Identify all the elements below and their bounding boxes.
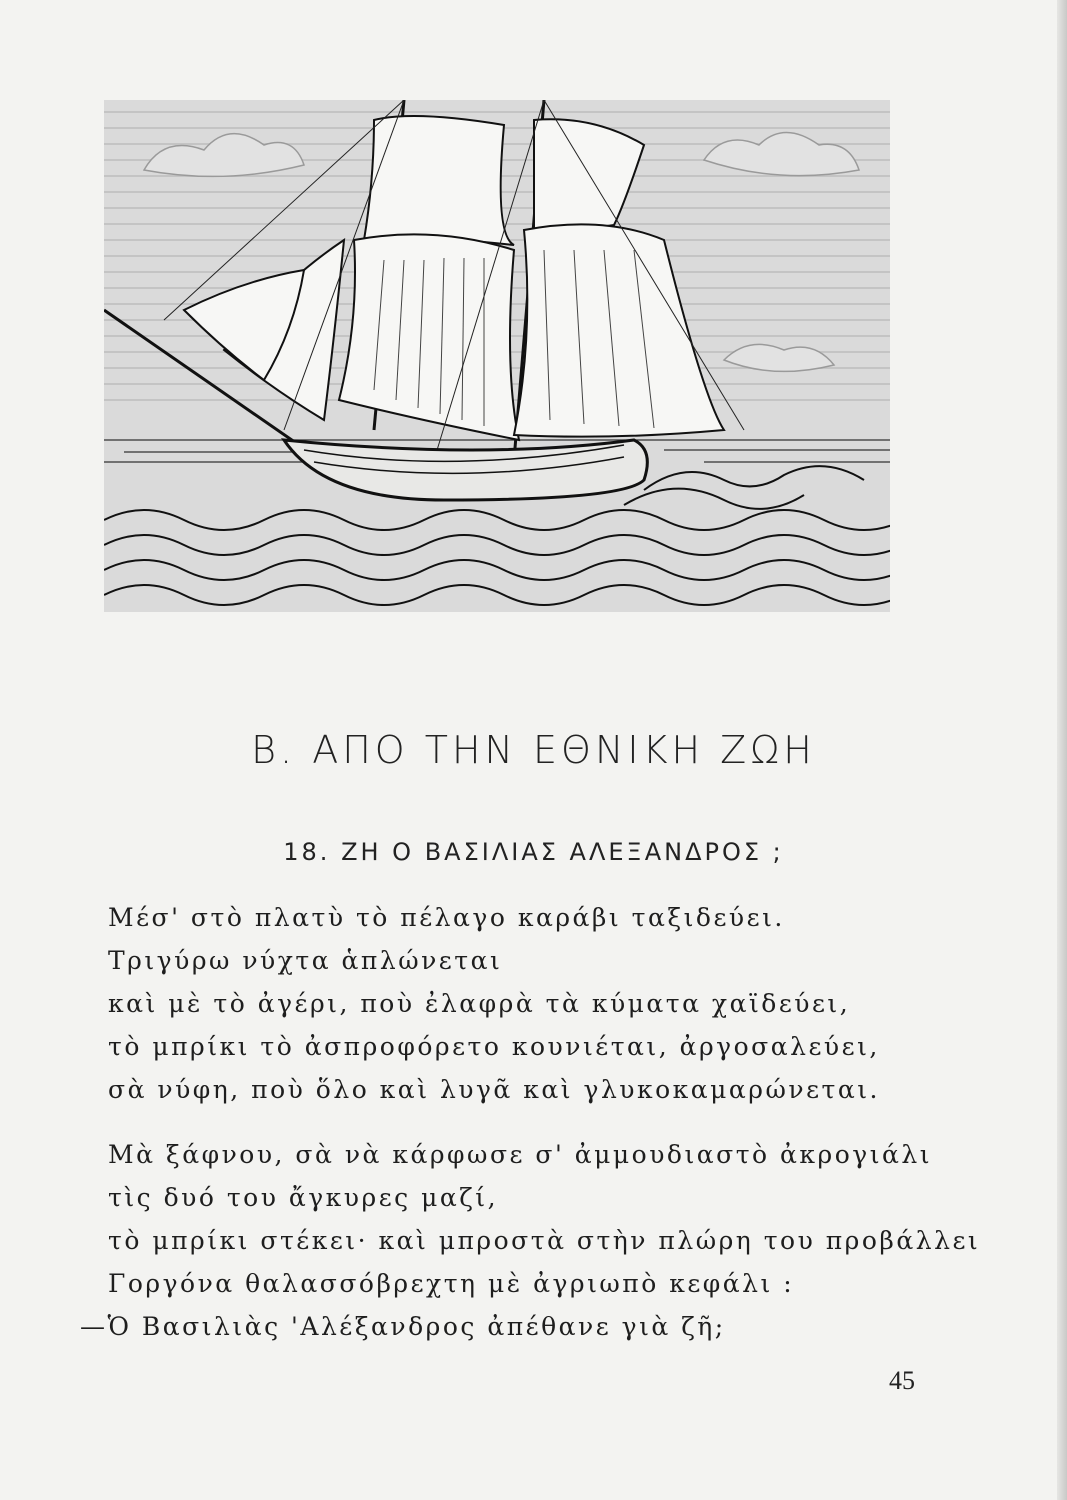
poem-line: τὶς δυό του ἄγκυρες μαζί, [108,1183,499,1212]
page-number: 45 [889,1366,915,1395]
poem-title: 18. ΖΗ Ο ΒΑΣΙΛΙΑΣ ΑΛΕΞΑΝΔΡΟΣ ; [283,838,784,866]
poem-line: —Ὁ Βασιλιὰς 'Αλέξανδρος ἀπέθανε γιὰ ζῆ; [80,1312,726,1341]
ship-illustration [104,100,890,612]
poem-line: Γοργόνα θαλασσόβρεχτη μὲ ἀγριωπὸ κεφάλι : [108,1269,795,1298]
poem-line: σὰ νύφη, ποὺ ὅλο καὶ λυγᾶ καὶ γλυκοκαμαρώνεται. [108,1075,881,1104]
poem-line: Μέσ' στὸ πλατὺ τὸ πέλαγο καράβι ταξιδεύει. [108,903,785,932]
section-title: Β. ΑΠΟ ΤΗΝ ΕΘΝΙΚΗ ΖΩΗ [251,728,816,772]
poem-line: Μὰ ξάφνου, σὰ νὰ κάρφωσε σ' ἀμμουδιαστὸ ἀκρογιάλι [108,1140,933,1169]
poem-line: Τριγύρω νύχτα ἁπλώνεται [108,946,503,975]
sailing-ship-icon [104,100,890,612]
poem-line: τὸ μπρίκι στέκει· καὶ μπροστὰ στὴν πλώρη του προβάλλει [108,1226,981,1255]
poem-line: καὶ μὲ τὸ ἀγέρι, ποὺ ἐλαφρὰ τὰ κύματα χαϊδεύει, [108,989,851,1018]
poem-line: τὸ μπρίκι τὸ ἀσπροφόρετο κουνιέται, ἀργοσαλεύει, [108,1032,880,1061]
